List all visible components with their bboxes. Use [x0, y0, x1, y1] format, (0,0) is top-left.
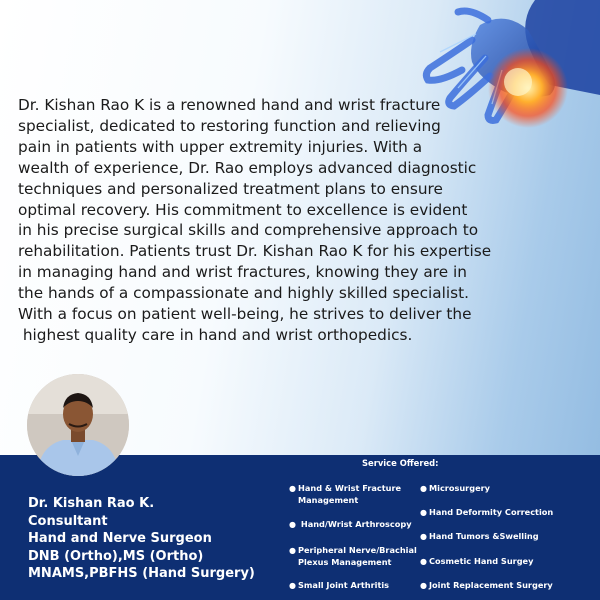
bio-line: in his precise surgical skills and comprehensive approach to	[18, 221, 479, 240]
bullet-icon: ●	[420, 508, 427, 517]
bio-line: rehabilitation. Patients trust Dr. Kishan Rao K for his expertise	[18, 242, 492, 261]
service-label: Peripheral Nerve/Brachial	[298, 545, 417, 555]
bio-line: With a focus on patient well-being, he strives to deliver the	[18, 305, 472, 324]
services-heading: Service Offered:	[362, 458, 439, 468]
service-label: Hand & Wrist Fracture	[298, 483, 402, 493]
service-item	[420, 531, 539, 543]
service-label: Hand Tumors &Swelling	[429, 531, 539, 541]
bullet-icon: ●	[289, 581, 296, 590]
service-label: Joint Replacement Surgery	[429, 580, 553, 590]
doctor-bio-paragraph	[18, 95, 492, 346]
bio-line: in managing hand and wrist fractures, knowing they are in	[18, 263, 467, 282]
bio-line: wealth of experience, Dr. Rao employs advanced diagnostic	[18, 158, 477, 177]
bullet-icon: ●	[420, 557, 427, 566]
bio-line: techniques and personalized treatment plans to ensure	[18, 179, 443, 198]
service-item	[420, 507, 554, 519]
service-label: Cosmetic Hand Surgey	[429, 556, 534, 566]
service-label: Hand/Wrist Arthroscopy	[298, 519, 412, 529]
service-label: Microsurgery	[429, 483, 490, 493]
bio-line: Dr. Kishan Rao K is a renowned hand and wrist fracture	[18, 96, 441, 114]
service-item	[289, 483, 402, 506]
service-label: Plexus Management	[298, 556, 392, 567]
doctor-degrees: DNB (Ortho),MS (Ortho)	[28, 548, 204, 564]
service-item	[289, 545, 417, 568]
service-label: Hand Deformity Correction	[429, 507, 554, 517]
service-label: Management	[298, 494, 359, 505]
bullet-icon: ●	[289, 520, 296, 529]
doctor-specialty: Hand and Nerve Surgeon	[28, 531, 212, 546]
doctor-portrait-icon	[27, 374, 129, 476]
bullet-icon: ●	[420, 484, 427, 493]
service-item	[420, 580, 553, 592]
doctor-title: Consultant	[28, 513, 108, 529]
bio-line: highest quality care in hand and wrist orthopedics.	[18, 325, 413, 344]
bullet-icon: ●	[420, 581, 427, 590]
doctor-credentials	[28, 495, 255, 583]
service-item	[289, 519, 412, 531]
service-item	[289, 580, 390, 592]
service-item	[420, 556, 534, 568]
bio-line: specialist, dedicated to restoring function and relieving	[18, 116, 441, 135]
bullet-icon: ●	[289, 546, 296, 555]
bio-line: optimal recovery. His commitment to excellence is evident	[18, 200, 468, 219]
service-item	[420, 483, 490, 495]
doctor-name: Dr. Kishan Rao K.	[28, 496, 155, 511]
doctor-memberships: MNAMS,PBFHS (Hand Surgery)	[28, 566, 255, 581]
bullet-icon: ●	[420, 532, 427, 541]
bio-line: the hands of a compassionate and highly skilled specialist.	[18, 284, 469, 303]
doctor-photo	[27, 374, 129, 476]
service-label: Small Joint Arthritis	[298, 580, 390, 590]
bio-line: pain in patients with upper extremity injuries. With a	[18, 137, 423, 156]
bullet-icon: ●	[289, 484, 296, 493]
